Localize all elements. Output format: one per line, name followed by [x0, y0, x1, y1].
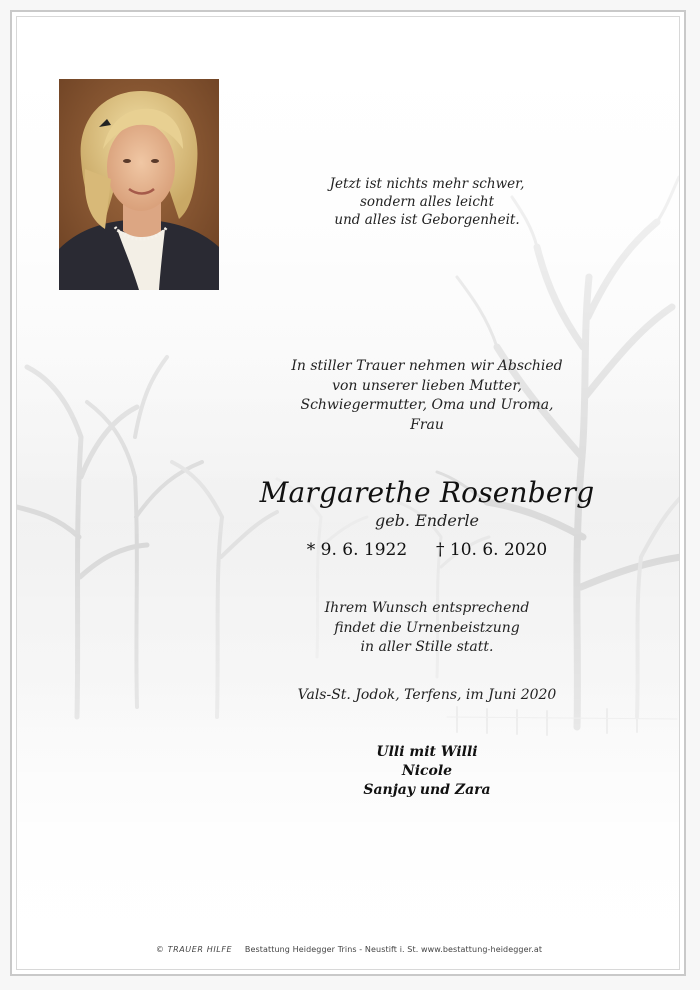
announcement-line: Schwiegermutter, Oma und Uroma,: [300, 397, 554, 413]
mourner: Ulli mit Willi: [376, 744, 478, 760]
deceased-name: Margarethe Rosenberg: [259, 476, 595, 509]
motto-line: sondern alles leicht: [359, 194, 495, 210]
mourner: Nicole: [401, 763, 453, 779]
announcement-line: In stiller Trauer nehmen wir Abschied: [291, 358, 563, 374]
place-and-date: Vals-St. Jodok, Terfens, im Juni 2020: [297, 687, 557, 703]
motto-line: und alles ist Geborgenheit.: [334, 212, 520, 228]
inner-frame: [16, 16, 680, 970]
footer: [17, 945, 680, 954]
announcement-line: Frau: [410, 416, 444, 433]
death-date: † 10. 6. 2020: [436, 540, 548, 560]
maiden-name: geb. Enderle: [374, 511, 480, 530]
burial-notice-line: Ihrem Wunsch entsprechend: [324, 600, 530, 616]
birth-date: * 9. 6. 1922: [306, 540, 408, 560]
mourner: Sanjay und Zara: [363, 782, 491, 798]
motto-line: Jetzt ist nichts mehr schwer,: [329, 176, 525, 192]
burial-notice-line: findet die Urnenbeistzung: [334, 619, 520, 636]
motto-quote: [197, 175, 657, 229]
burial-notice: [167, 599, 680, 658]
portrait-photo: [59, 79, 219, 290]
footer-brand: © TRAUER HILFE: [155, 945, 233, 954]
footer-text: Bestattung Heidegger Trins - Neustift i. St. www.bestattung-heidegger.at: [244, 945, 543, 954]
burial-notice-line: in aller Stille statt.: [360, 639, 494, 655]
life-dates: [167, 537, 680, 563]
announcement-line: von unserer lieben Mutter,: [332, 377, 522, 394]
mourners-list: [167, 743, 680, 800]
announcement: [167, 357, 680, 435]
